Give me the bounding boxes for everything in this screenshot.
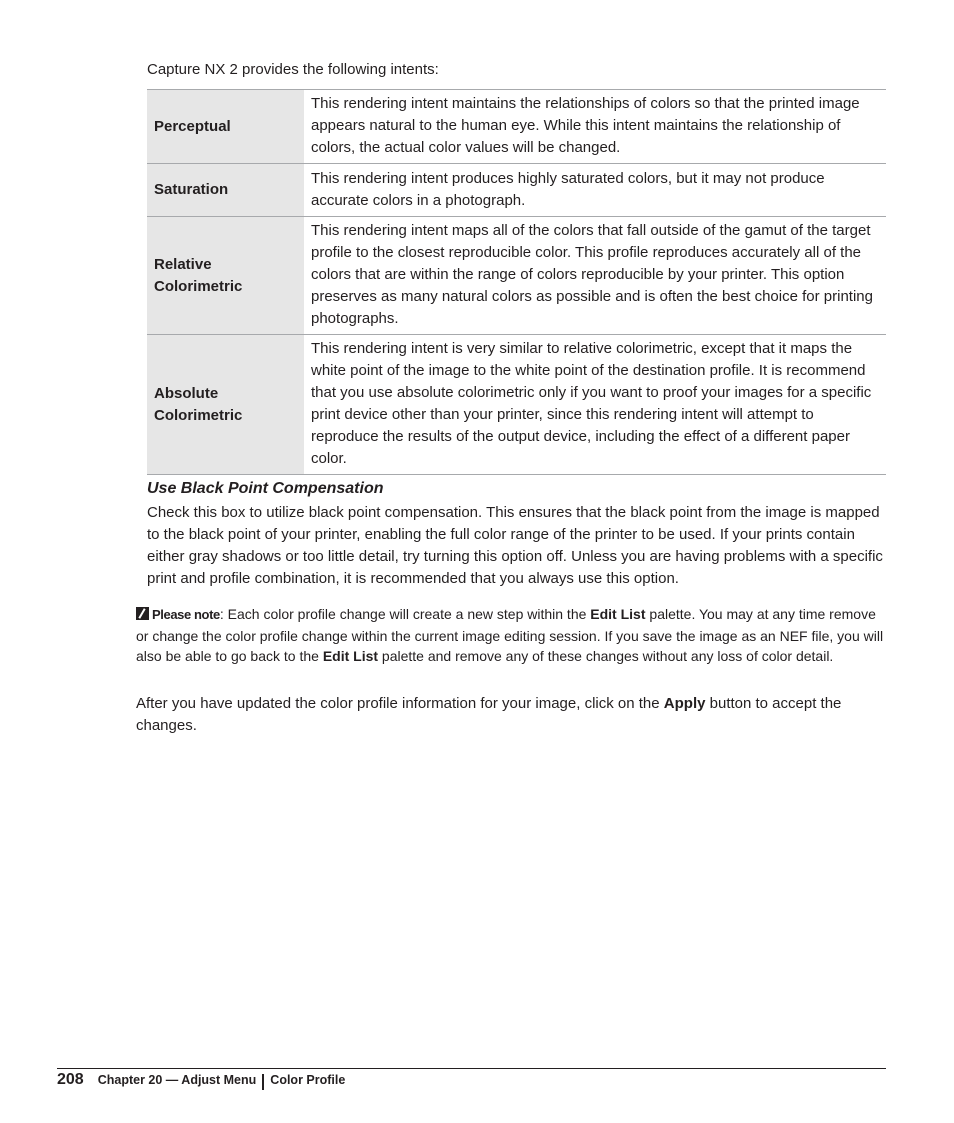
footer-divider — [57, 1068, 886, 1069]
note-text: : Each color profile change will create a new step within the — [219, 606, 591, 622]
table-row — [147, 335, 886, 475]
intent-term-line: Colorimetric — [154, 406, 243, 424]
intent-term-line: Absolute — [154, 384, 219, 402]
intent-description: This rendering intent is very similar to relative colorimetric, except that it maps the white point of the image to the white point of the destination profile. It is recommend that you use absolute colorimetric only if you want to proof your images for a specific print device other than your printer, since this rendering intent will attempt to reproduce the results of the output device, including the effect of a different paper color. — [304, 335, 886, 475]
intent-term: Saturation — [147, 164, 304, 217]
page-footer — [57, 1071, 345, 1093]
section-paragraph: Check this box to utilize black point compensation. This ensures that the black point from the image is mapped to the black point of your printer, enabling the full color range of the printer to be used. If your prints contain either gray shadows or too little detail, try turning this option off. Unless you are having problems with a specific print and profile combination, it is recommended that you always use this option. — [147, 504, 883, 587]
intent-description: This rendering intent produces highly saturated colors, but it may not produce accurate colors in a photograph. — [304, 164, 886, 217]
section-heading: Use Black Point Compensation — [147, 480, 384, 497]
closing-text: After you have updated the color profile information for your image, click on the — [136, 695, 664, 712]
edit-list-term: Edit List — [590, 606, 646, 622]
intent-term-line: Relative — [154, 255, 212, 273]
footer-section: Color Profile — [270, 1073, 346, 1087]
note-pencil-icon — [136, 607, 149, 620]
intro-text: Capture NX 2 provides the following intents: — [147, 61, 439, 78]
note-text: palette. You may at any time remove or change the color profile change within the current image editing session. If you save the image as an NEF file, you will also be able to go back to the — [136, 606, 884, 664]
table-row — [147, 164, 886, 217]
apply-term: Apply — [663, 695, 706, 712]
note-label: Please note — [152, 607, 220, 622]
footer-chapter: Chapter 20 — Adjust Menu — [97, 1073, 257, 1087]
edit-list-term: Edit List — [322, 648, 379, 664]
intent-term — [147, 217, 304, 335]
intent-description: This rendering intent maintains the relationships of colors so that the printed image appears natural to the human eye. While this intent maintains the relationship of colors, the actual color values will be changed. — [304, 90, 886, 164]
table-row — [147, 217, 886, 335]
page-number: 208 — [57, 1071, 84, 1088]
table-row — [147, 90, 886, 164]
closing-paragraph — [136, 693, 888, 737]
closing-text: button to accept the changes. — [136, 695, 842, 734]
note-text: palette and remove any of these changes without any loss of color detail. — [378, 648, 834, 664]
footer-separator — [262, 1074, 264, 1090]
note-block — [136, 604, 888, 667]
intent-term — [147, 335, 304, 475]
intent-term-line: Colorimetric — [154, 277, 243, 295]
intent-term: Perceptual — [147, 90, 304, 164]
rendering-intents-table — [147, 89, 886, 475]
intent-description: This rendering intent maps all of the colors that fall outside of the gamut of the target profile to the closest reproducible color. This profile reproduces accurately all of the colors that are within the range of colors reproducible by your printer. This option preserves as many natural colors as possible and is often the best choice for printing photographs. — [304, 217, 886, 335]
